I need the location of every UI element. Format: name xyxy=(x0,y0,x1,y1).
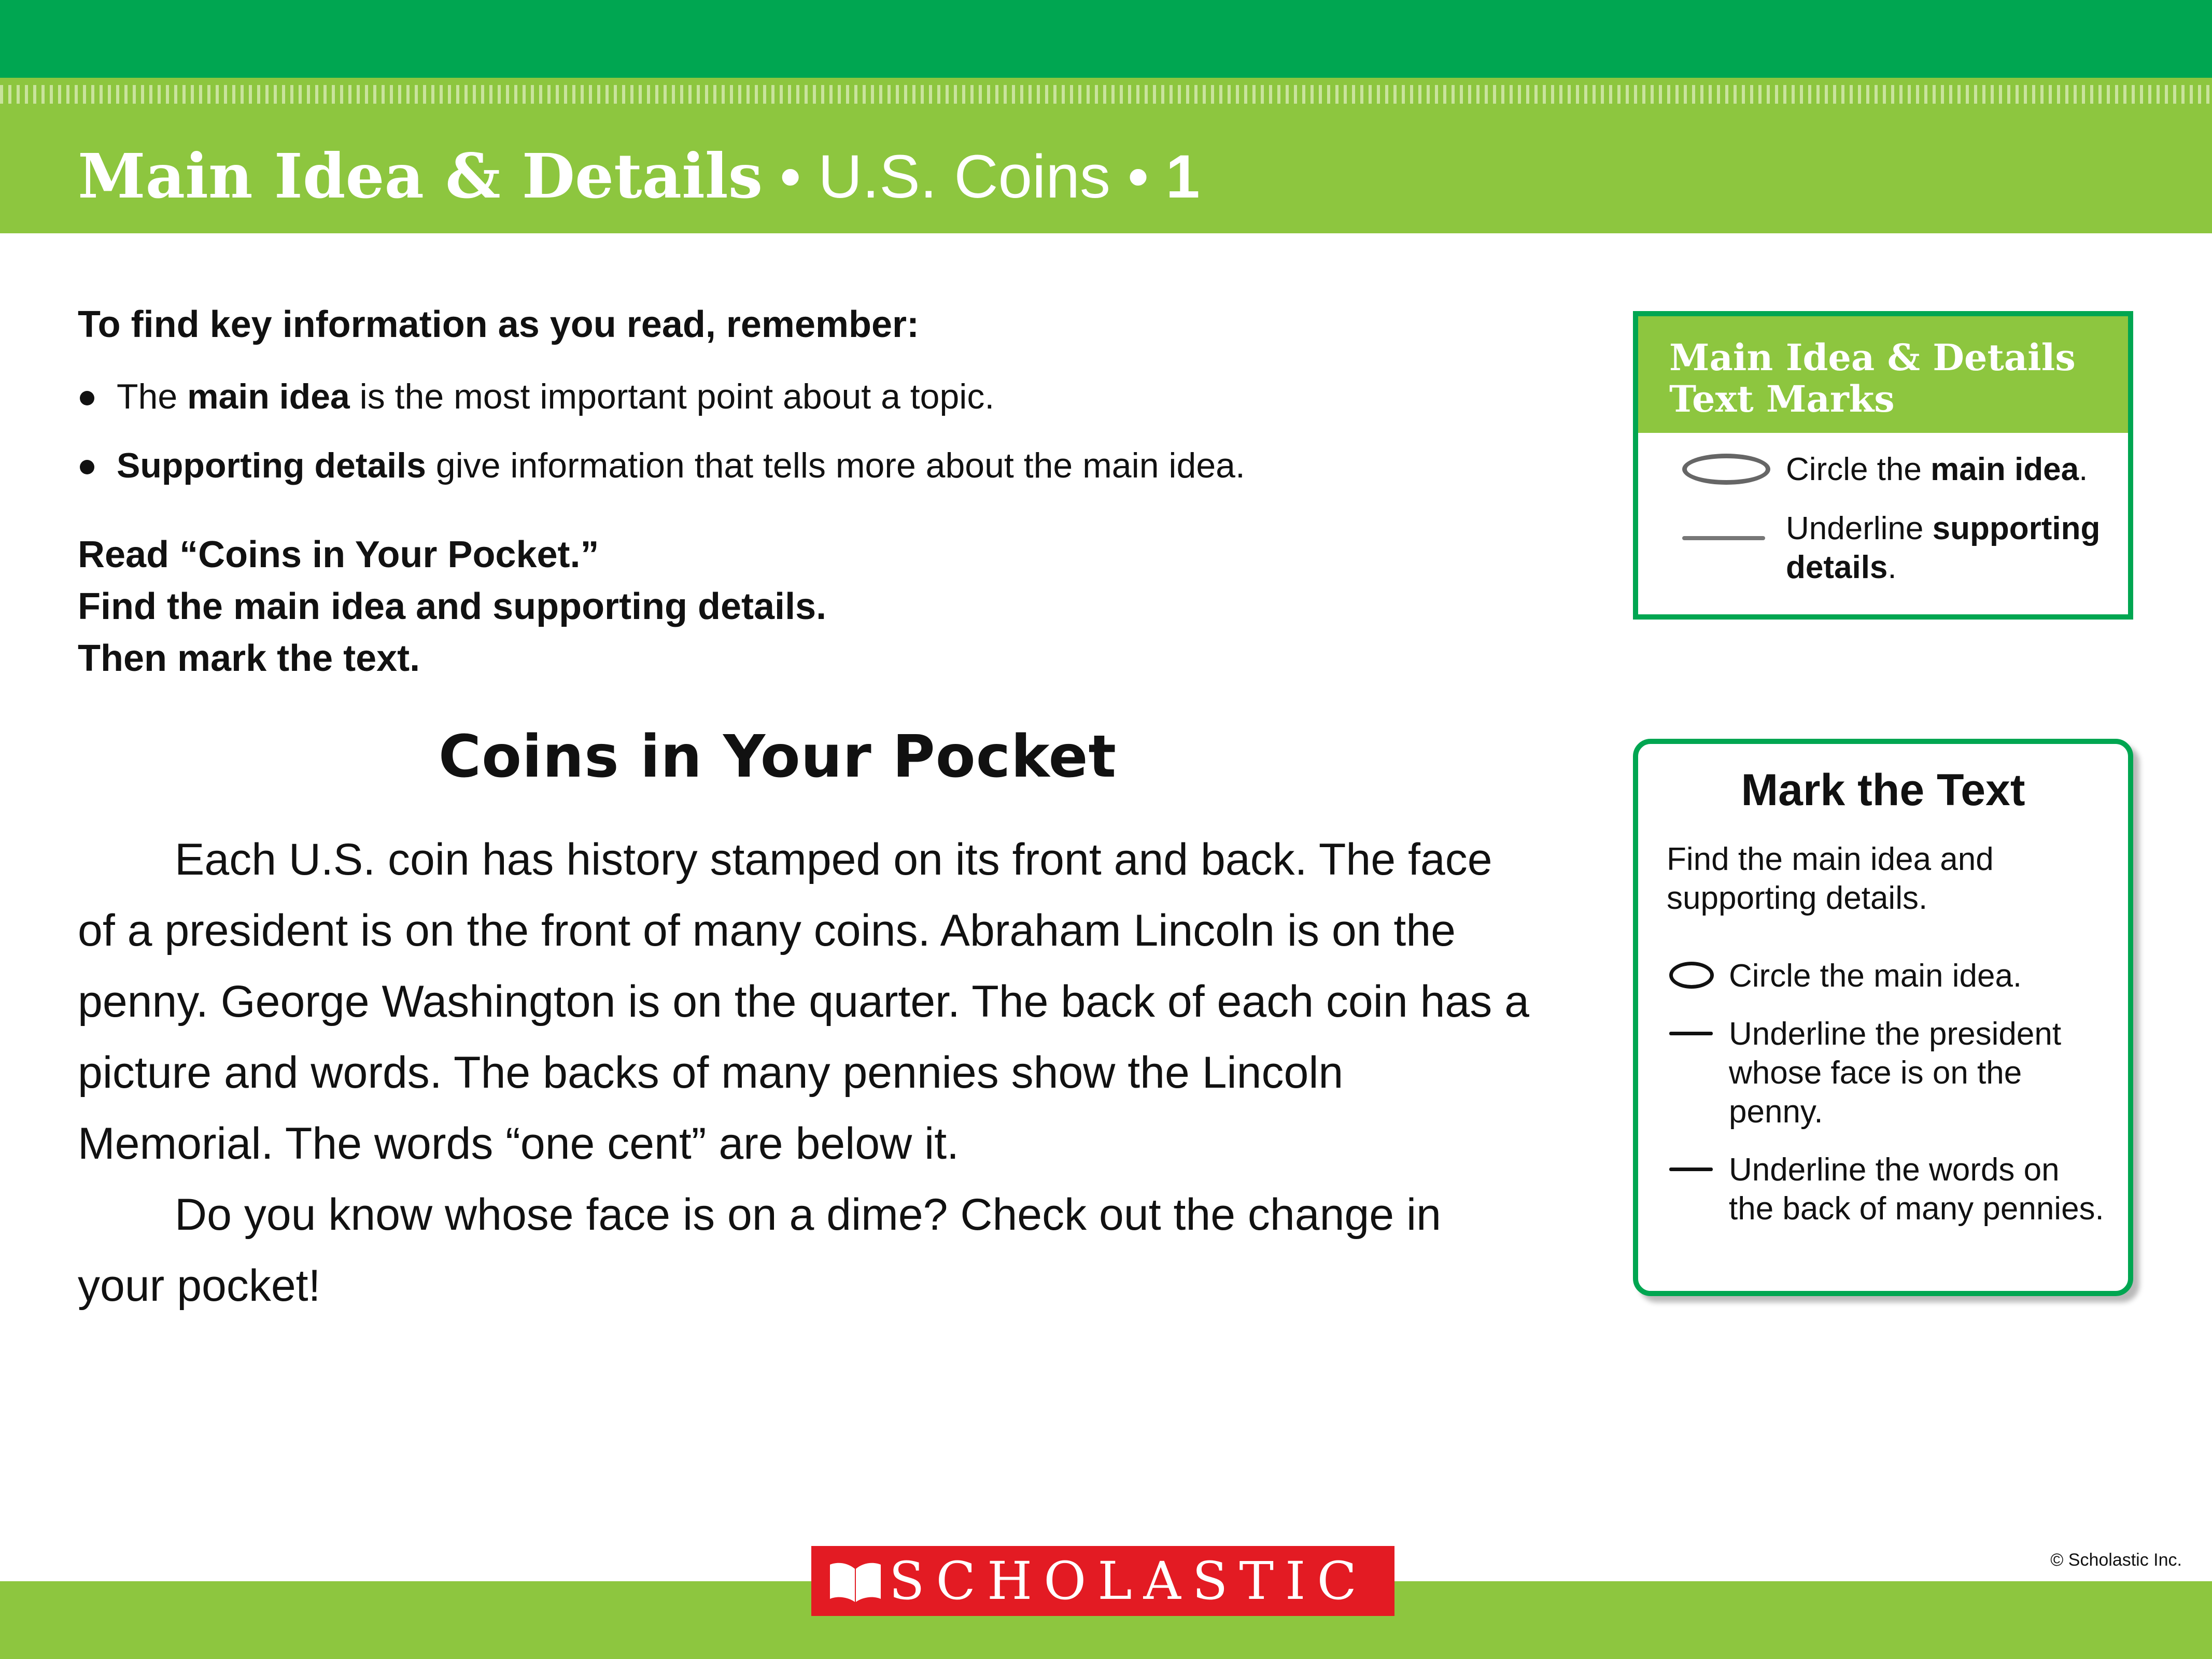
title-subtitle: U.S. Coins xyxy=(818,143,1111,211)
bullet-icon xyxy=(80,460,94,474)
story-text xyxy=(78,824,1529,1321)
title-separator: • xyxy=(1110,143,1166,211)
story-paragraph: Each U.S. coin has history stamped on its front and back. The face of a president is on the front of many coins. Abraham Lincoln is on the penny. George Washington is on the quarter. The back of each coin has a picture and words. The backs of many pennies show the Lincoln Memorial. The words “one cent” are below it. xyxy=(78,835,1529,1169)
instruction-line: Find the main idea and supporting details. xyxy=(78,586,827,627)
underline-mark-icon xyxy=(1669,1168,1713,1171)
circle-mark-icon xyxy=(1669,962,1714,989)
striped-band xyxy=(0,78,2212,111)
copyright-notice: © Scholastic Inc. xyxy=(2050,1550,2182,1570)
underline-mark-icon xyxy=(1669,1032,1713,1035)
book-icon xyxy=(828,1558,882,1602)
title-main: Main Idea & Details xyxy=(78,140,763,212)
title-separator: • xyxy=(763,143,819,211)
instruction-line: Then mark the text. xyxy=(78,638,420,679)
top-green-band xyxy=(0,0,2212,78)
text-marks-title: Main Idea & Details Text Marks xyxy=(1638,316,2128,433)
instruction-line: Read “Coins in Your Pocket.” xyxy=(78,534,599,575)
mark-task-item: Underline the president whose face is on the penny. xyxy=(1729,1016,2062,1130)
key-info-list xyxy=(78,373,1245,511)
bullet-icon xyxy=(80,391,94,405)
underline-mark-icon xyxy=(1682,536,1765,540)
mark-the-text-intro: Find the main idea and supporting details. xyxy=(1667,841,1994,916)
scholastic-logo xyxy=(811,1546,1394,1616)
logo-text: SCHOLASTIC xyxy=(889,1551,1369,1611)
mark-the-text-box xyxy=(1633,739,2133,1296)
list-item: Supporting details give information that tells more about the main idea. xyxy=(78,442,1245,511)
story-title: Coins in Your Pocket xyxy=(438,723,1117,791)
story-paragraph: Do you know whose face is on a dime? Check out the change in your pocket! xyxy=(78,1190,1441,1311)
circle-mark-icon xyxy=(1682,454,1770,485)
underline-mark-label: Underline supporting details. xyxy=(1786,511,2101,585)
mark-task-item: Circle the main idea. xyxy=(1729,958,2022,994)
text-marks-box xyxy=(1633,311,2133,620)
title-number: 1 xyxy=(1165,143,1200,211)
mark-task-item: Underline the words on the back of many pennies. xyxy=(1729,1152,2104,1227)
list-item: The main idea is the most important point about a topic. xyxy=(78,373,1245,442)
intro-heading: To find key information as you read, remember: xyxy=(78,304,920,345)
circle-mark-label: Circle the main idea. xyxy=(1786,452,2088,487)
mark-the-text-title: Mark the Text xyxy=(1741,765,2025,815)
reading-instructions xyxy=(78,529,826,684)
page-title xyxy=(78,137,1200,215)
